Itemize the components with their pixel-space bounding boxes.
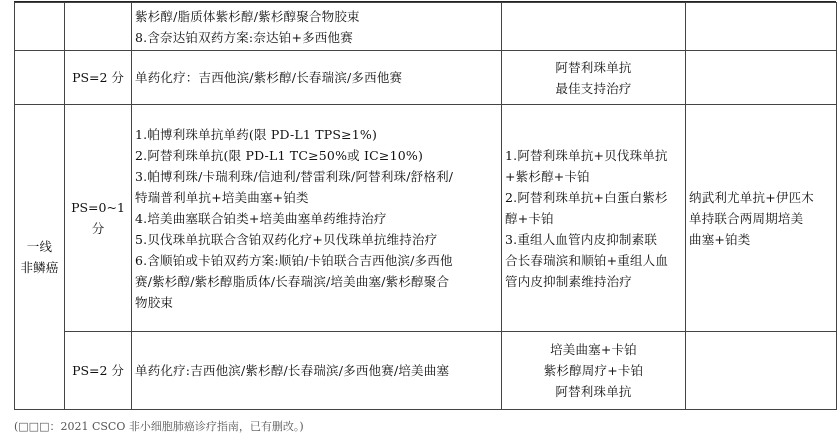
regimen-line: 管内皮抑制素维持治疗 bbox=[505, 273, 633, 289]
regimen-line: 阿替利珠单抗 bbox=[555, 384, 632, 399]
chemo-cell bbox=[132, 51, 502, 105]
regimen-line: 1.帕博利珠单抗单药(限 PD-L1 TPS≥1%) bbox=[135, 126, 378, 142]
regimen-line: 2.阿替利珠单抗(限 PD-L1 TC≥50%或 IC≥10%) bbox=[135, 147, 424, 163]
regimen-line: 赛/紫杉醇/紫杉醇脂质体/长春瑞滨/培美曲塞/紫杉醇聚合 bbox=[135, 273, 450, 289]
chemo-cell bbox=[132, 3, 502, 51]
regimen-line: 1.阿替利珠单抗+贝伐珠单抗 bbox=[505, 147, 668, 163]
table-row bbox=[15, 3, 837, 51]
treatment-table bbox=[14, 2, 837, 410]
regimen-line: 紫杉醇/脂质体紫杉醇/紫杉醇聚合物胶束 bbox=[135, 8, 360, 24]
regimen-line: 紫杉醇周疗+卡铂 bbox=[543, 363, 644, 378]
ps-score: PS=2 分 bbox=[65, 332, 132, 410]
regimen-line: +紫杉醇+卡铂 bbox=[505, 168, 590, 184]
table-row bbox=[15, 332, 837, 410]
regimen-line: 物胶束 bbox=[135, 294, 174, 310]
ps-cell bbox=[65, 3, 132, 51]
regimen-line: 培美曲塞+卡铂 bbox=[550, 342, 637, 357]
other-cell bbox=[686, 105, 837, 332]
chemo-cell bbox=[132, 332, 502, 410]
source-footnote: (□□□：2021 CSCO 非小细胞肺癌诊疗指南，已有删改。) bbox=[14, 420, 304, 433]
other-cell bbox=[686, 51, 837, 105]
regimen-line: 醇+卡铂 bbox=[505, 210, 554, 226]
regimen-line: 4.培美曲塞联合铂类+培美曲塞单药维持治疗 bbox=[135, 210, 387, 226]
regimen-line: 单药化疗:吉西他滨/紫杉醇/长春瑞滨/多西他赛/培美曲塞 bbox=[135, 363, 450, 378]
regimen-line: 纳武利尤单抗+伊匹木 bbox=[689, 189, 814, 205]
regimen-line: 3.重组人血管内皮抑制素联 bbox=[505, 231, 658, 247]
ps-score: PS=2 分 bbox=[65, 51, 132, 105]
chemo-cell bbox=[132, 105, 502, 332]
ps-score: PS=0~1 分 bbox=[65, 105, 132, 332]
group-label: 非鳞癌 bbox=[20, 260, 59, 275]
immuno-cell bbox=[502, 3, 686, 51]
regimen-line: 单持联合两周期培美 bbox=[689, 210, 804, 226]
regimen-line: 6.含顺铂或卡铂双药方案:顺铂/卡铂联合吉西他滨/多西他 bbox=[135, 252, 453, 268]
group-cell bbox=[15, 51, 65, 105]
regimen-line: 最佳支持治疗 bbox=[555, 80, 632, 96]
immuno-cell bbox=[502, 105, 686, 332]
other-cell bbox=[686, 332, 837, 410]
other-cell bbox=[686, 3, 837, 51]
regimen-line: 曲塞+铂类 bbox=[689, 231, 751, 247]
regimen-line: 阿替利珠单抗 bbox=[555, 59, 632, 75]
regimen-line: 8.含奈达铂双药方案:奈达铂+多西他赛 bbox=[135, 29, 353, 45]
group-cell bbox=[15, 3, 65, 51]
table-row bbox=[15, 51, 837, 105]
regimen-line: 2.阿替利珠单抗+白蛋白紫杉 bbox=[505, 189, 668, 205]
immuno-cell bbox=[502, 51, 686, 105]
immuno-cell bbox=[502, 332, 686, 410]
group-label-cell bbox=[15, 105, 65, 410]
regimen-line: 3.帕博利珠/卡瑞利珠/信迪利/替雷利珠/阿替利珠/舒格利/ bbox=[135, 168, 454, 184]
regimen-line: 合长春瑞滨和顺铂+重组人血 bbox=[505, 252, 669, 268]
table-row bbox=[15, 105, 837, 332]
regimen-line: 单药化疗：吉西他滨/紫杉醇/长春瑞滨/多西他赛 bbox=[135, 70, 403, 85]
regimen-line: 特瑞普利单抗+培美曲塞+铂类 bbox=[135, 189, 309, 205]
group-label: 一线 bbox=[26, 239, 53, 254]
regimen-line: 5.贝伐珠单抗联合含铂双药化疗+贝伐珠单抗维持治疗 bbox=[135, 231, 438, 247]
